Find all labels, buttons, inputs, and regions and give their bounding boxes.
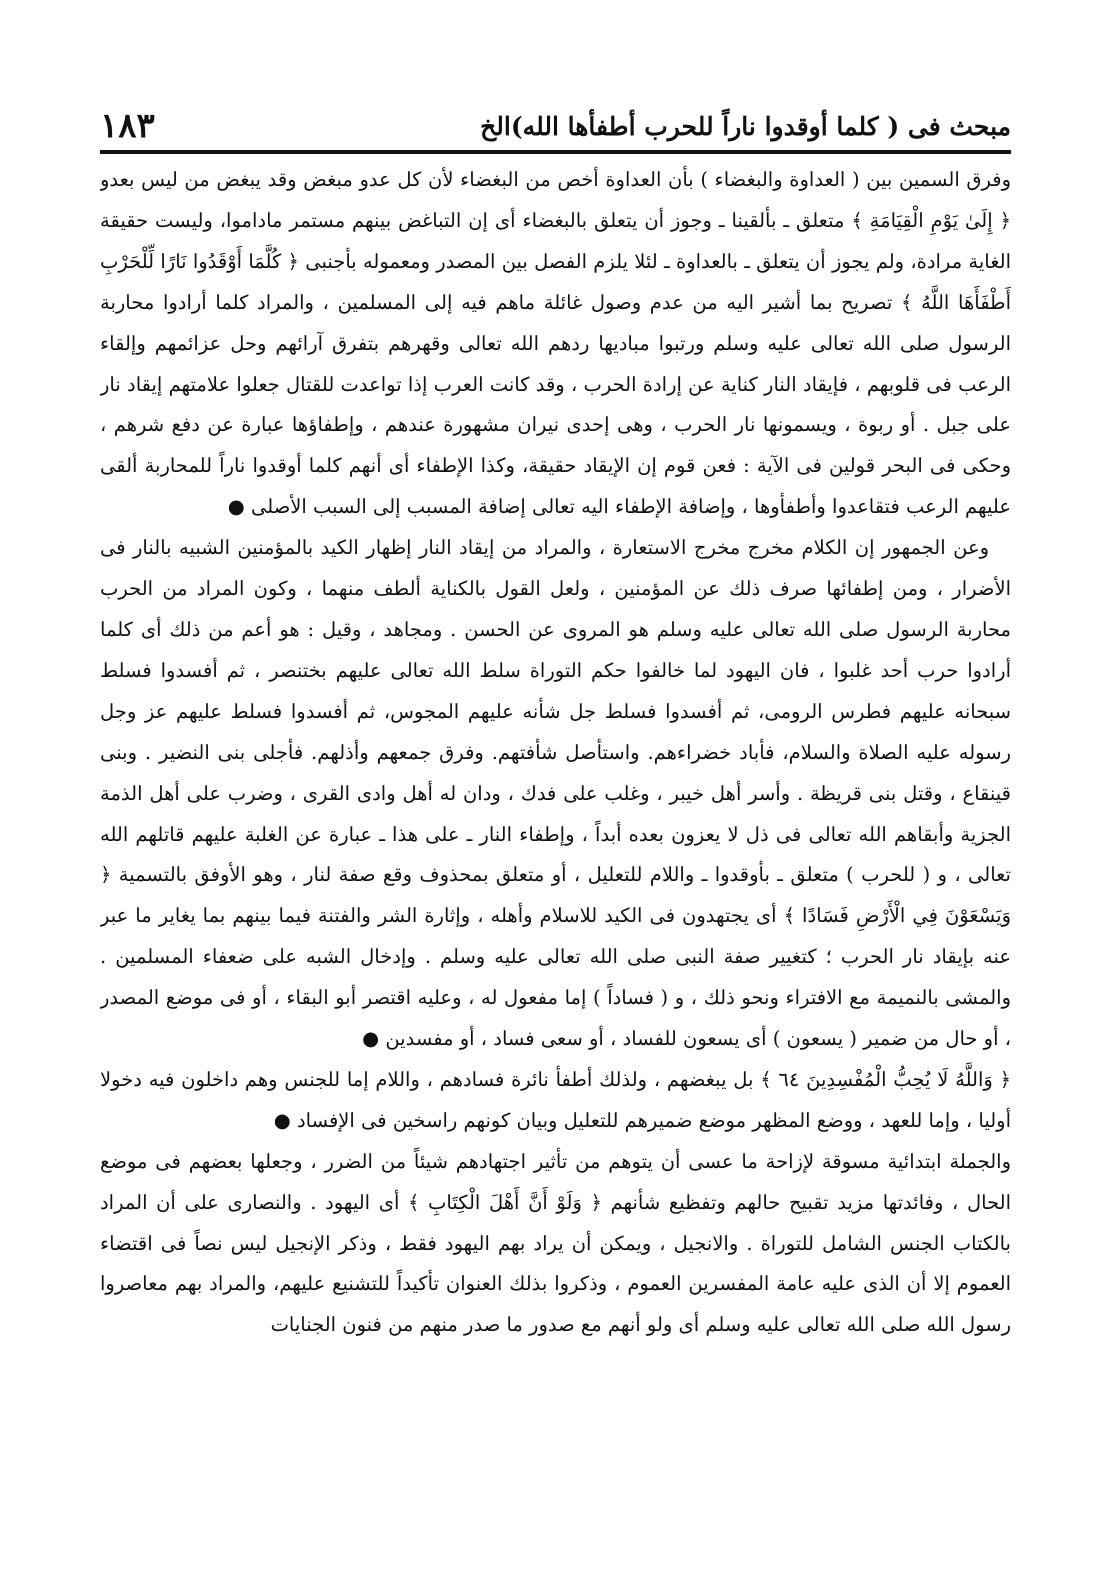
running-title: مبحث فى ( كلما أوقدوا ناراً للحرب أطفأها الله)الخ (480, 111, 1011, 141)
paragraph: وعن الجمهور إن الكلام مخرج مخرج الاستعارة ، والمراد من إيقاد النار إظهار الكيد بالمؤمنين الشبيه بالنار فى الأضرار ، ومن إطفائها صرف ذلك عن المؤمنين ، ولعل القول بالكناية ألطف منهما ، وكون المراد من الحرب محاربة الرسول صلى الله تعالى عليه وسلم هو المروى عن الحسن . ومجاهد ، وقيل : هو أعم من ذلك أى كلما أرادوا حرب أحد غلبوا ، فان اليهود لما خالفوا حكم التوراة سلط الله تعالى عليهم بختنصر ، ثم أفسدوا فسلط سبحانه عليهم فطرس الرومى، ثم أفسدوا فسلط جل شأنه عليهم المجوس، ثم أفسدوا فسلط عليهم عز وجل رسوله عليه الصلاة والسلام، فأباد خضراءهم. واستأصل شأفتهم. وفرق جمعهم وأذلهم. فأجلى بنى النضير . وبنى قينقاع ، وقتل بنى قريظة . وأسر أهل خيبر ، وغلب على فدك ، ودان له أهل وادى القرى ، وضرب على أهل الذمة الجزية وأبقاهم الله تعالى فى ذل لا يعزون بعده أبداً ، وإطفاء النار ـ على هذا ـ عبارة عن الغلبة عليهم قاتلهم الله تعالى ، و ( للحرب ) متعلق ـ بأوقدوا ـ واللام للتعليل ، أو متعلق بمحذوف وقع صفة لنار ، وهو الأوفق بالتسمية ﴿ وَيَسْعَوْنَ فِي الْأَرْضِ فَسَادًا ﴾ أى يجتهدون فى الكيد للاسلام وأهله ، وإثارة الشر والفتنة فيما بينهم بما يغاير ما عبر عنه بإيقاد نار الحرب ؛ كتغيير صفة النبى صلى الله تعالى عليه وسلم . وإدخال الشبه على ضعفاء المسلمين . والمشى بالنميمة مع الافتراء ونحو ذلك ، و ( فساداً ) إما مفعول له ، وعليه اقتصر أبو البقاء ، أو فى موضع المصدر ، أو حال من ضمير ( يسعون ) أى يسعون للفساد ، أو سعى فساد ، أو مفسدين ● (100, 536, 1011, 1051)
paragraph: ﴿ وَاللَّهُ لَا يُحِبُّ الْمُفْسِدِينَ ٦٤ ﴾ بل يبغضهم ، ولذلك أطفأ نائرة فسادهم ، واللام إما للجنس وهم داخلون فيه دخولا أوليا ، وإما للعهد ، ووضع المظهر موضع ضميرهم للتعليل وبيان كونهم راسخين فى الإفساد ● (100, 1067, 1011, 1132)
page-header (100, 102, 1011, 150)
paragraph: وفرق السمين بين ( العداوة والبغضاء ) بأن العداوة أخص من البغضاء لأن كل عدو مبغض وقد يبغض من ليس بعدو ﴿ إِلَىٰ يَوْمِ الْقِيَامَةِ ﴾ متعلق ـ بألقينا ـ وجوز أن يتعلق بالبغضاء أى إن التباغض بينهم مستمر ماداموا، وليست حقيقة الغاية مرادة، ولم يجوز أن يتعلق ـ بالعداوة ـ لئلا يلزم الفصل بين المصدر ومعموله بأجنبى ﴿ كُلَّمَا أَوْقَدُوا نَارًا لِّلْحَرْبِ أَطْفَأَهَا اللَّهُ ﴾ تصريح بما أشير اليه من عدم وصول غائلة ماهم فيه إلى المسلمين ، والمراد كلما أرادوا محاربة الرسول صلى الله تعالى عليه وسلم ورتبوا مباديها ردهم الله تعالى وقهرهم بتفرق آرائهم وحل عزائمهم وإلقاء الرعب فى قلوبهم ، فإيقاد النار كناية عن إرادة الحرب ، وقد كانت العرب إذا تواعدت للقتال جعلوا علامتهم إيقاد نار على جبل . أو ربوة ، ويسمونها نار الحرب ، وهى إحدى نيران مشهورة عندهم ، وإطفاؤها عبارة عن دفع شرهم ، وحكى فى البحر قولين فى الآية : فعن قوم إن الإيقاد حقيقة، وكذا الإطفاء أى أنهم كلما أوقدوا ناراً للمحاربة ألقى عليهم الرعب فتقاعدوا وأطفأوها ، وإضافة الإطفاء اليه تعالى إضافة المسبب إلى السبب الأصلى ● (100, 168, 1011, 519)
paragraph: والجملة ابتدائية مسوقة لإزاحة ما عسى أن يتوهم من تأثير اجتهادهم شيئاً من الضرر ، وجعلها بعضهم فى موضع الحال ، وفائدتها مزيد تقبيح حالهم وتفظيع شأنهم ﴿ وَلَوْ أَنَّ أَهْلَ الْكِتَابِ ﴾ أى اليهود . والنصارى على أن المراد بالكتاب الجنس الشامل للتوراة . والانجيل ، ويمكن أن يراد بهم اليهود فقط ، وذكر الإنجيل ليس نصاً فى اقتضاء العموم إلا أن الذى عليه عامة المفسرين العموم ، وذكروا بذلك العنوان تأكيداً للتشنيع عليهم، والمراد بهم معاصروا رسول الله صلى الله تعالى عليه وسلم أى ولو أنهم مع صدور ما صدر منهم من فنون الجنايات (100, 1149, 1011, 1337)
main-text (100, 160, 1011, 1480)
page-number: ١٨٣ (100, 106, 155, 146)
header-rule (100, 150, 1011, 154)
